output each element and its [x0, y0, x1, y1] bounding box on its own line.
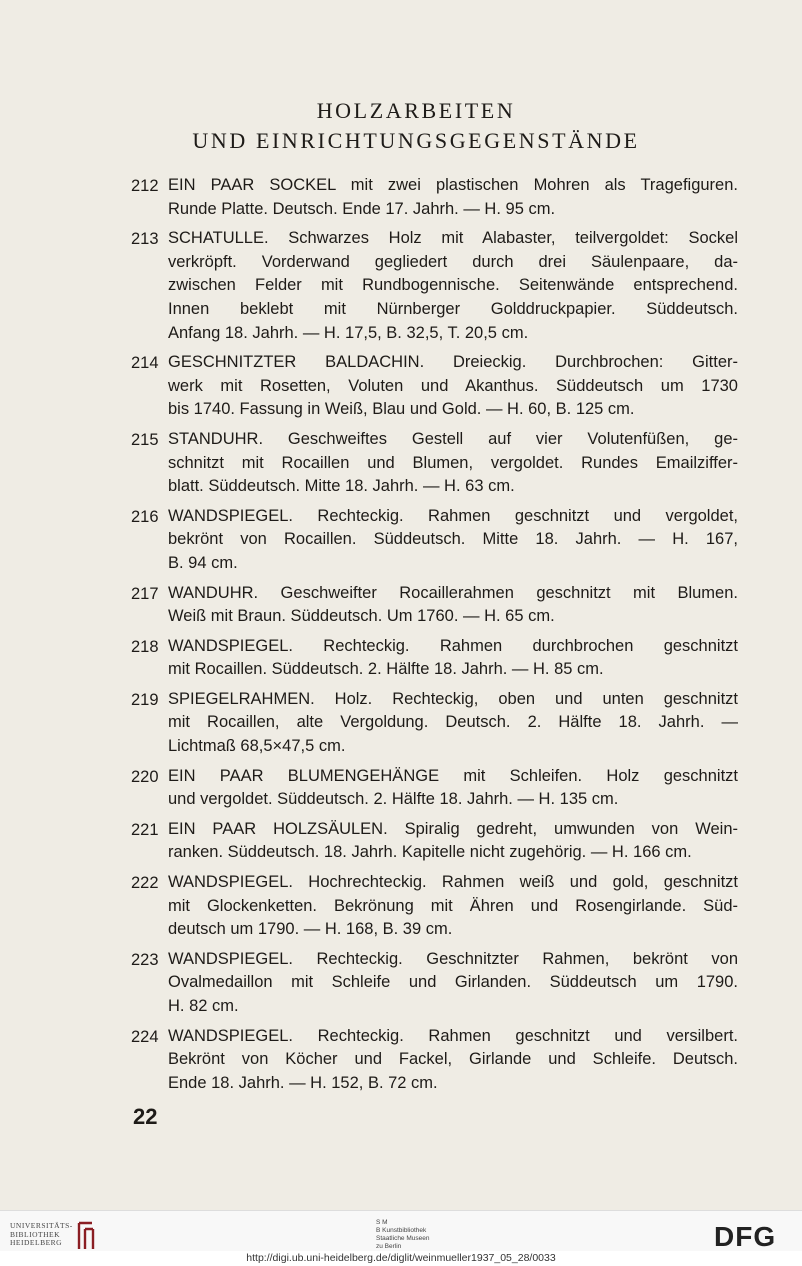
entry-line: Ende 18. Jahrh. — H. 152, B. 72 cm.	[168, 1073, 438, 1092]
entry-line: Weiß mit Braun. Süddeutsch. Um 1760. — H. 65 cm.	[168, 607, 555, 626]
entry-line: Lichtmaß 68,5×47,5 cm.	[168, 737, 346, 756]
entry-description	[168, 428, 738, 499]
entry-description	[168, 635, 738, 682]
entry-line: SCHATULLE. Schwarzes Holz mit Alabaster, teilvergoldet: Sockel	[168, 229, 738, 248]
catalog-entry	[0, 428, 802, 499]
entry-line: bis 1740. Fassung in Weiß, Blau und Gold. — H. 60, B. 125 cm.	[168, 400, 635, 419]
heidelberg-logo-icon[interactable]	[76, 1221, 96, 1251]
entry-number: 224	[131, 1027, 159, 1046]
entry-line: mit Rocaillen, alte Vergoldung. Deutsch. 2. Hälfte 18. Jahrh. —	[168, 713, 738, 732]
entry-number: 215	[131, 430, 159, 449]
entry-line: mit Rocaillen. Süddeutsch. 2. Hälfte 18. Jahrh. — H. 85 cm.	[168, 660, 604, 679]
catalog-entry	[0, 505, 802, 576]
entry-line: WANDSPIEGEL. Hochrechteckig. Rahmen weiß und gold, geschnitzt	[168, 873, 738, 892]
catalog-entry	[0, 227, 802, 345]
permalink-url[interactable]: http://digi.ub.uni-heidelberg.de/diglit/weinmueller1937_05_28/0033	[246, 1252, 556, 1264]
university-label-line: BIBLIOTHEK	[10, 1229, 60, 1239]
entry-line: Runde Platte. Deutsch. Ende 17. Jahrh. — H. 95 cm.	[168, 199, 556, 218]
entry-number: 222	[131, 874, 159, 893]
entry-number: 212	[131, 177, 159, 195]
catalog-entry	[0, 948, 802, 1019]
catalog-entry	[0, 174, 802, 221]
page-number: 22	[133, 1104, 158, 1129]
entry-line: verkröpft. Vorderwand gegliedert durch drei Säulenpaare, da-	[168, 252, 738, 271]
stamp-line: B Kunstbibliothek	[376, 1227, 427, 1234]
entry-line: SPIEGELRAHMEN. Holz. Rechteckig, oben und unten geschnitzt	[168, 689, 738, 708]
entry-line: Bekrönt von Köcher und Fackel, Girlande und Schleife. Deutsch.	[168, 1050, 738, 1069]
stamp-line: Staatliche Museen	[376, 1235, 430, 1242]
catalog-entry	[0, 818, 802, 865]
entry-line: EIN PAAR SOCKEL mit zwei plastischen Mohren als Tragefiguren.	[168, 176, 738, 194]
catalog-entry	[0, 582, 802, 629]
stamp-line: zu Berlin	[376, 1243, 402, 1250]
digitization-footer	[0, 1210, 802, 1266]
entry-description	[168, 765, 738, 812]
entry-line: WANDSPIEGEL. Rechteckig. Rahmen durchbrochen geschnitzt	[168, 636, 738, 655]
entry-line: H. 82 cm.	[168, 997, 239, 1015]
university-label-line: UNIVERSITÄTS-	[10, 1221, 73, 1230]
entry-description	[168, 174, 738, 221]
entry-line: blatt. Süddeutsch. Mitte 18. Jahrh. — H. 63 cm.	[168, 477, 515, 496]
entry-description	[168, 351, 738, 422]
catalog-entry	[0, 351, 802, 422]
entry-line: schnitzt mit Rocaillen und Blumen, vergoldet. Rundes Emailziffer-	[168, 453, 738, 472]
entry-line: WANDSPIEGEL. Rechteckig. Rahmen geschnitzt und versilbert.	[168, 1026, 738, 1045]
catalog-entry	[0, 1025, 802, 1096]
footer-bar	[0, 1210, 802, 1251]
entry-line: Anfang 18. Jahrh. — H. 17,5, B. 32,5, T. 20,5 cm.	[168, 323, 529, 342]
catalog-entry	[0, 635, 802, 682]
entry-number: 213	[131, 230, 159, 249]
entry-number: 223	[131, 950, 159, 969]
entry-line: STANDUHR. Geschweiftes Gestell auf vier Volutenfüßen, ge-	[168, 429, 738, 448]
entry-line: EIN PAAR HOLZSÄULEN. Spiralig gedreht, umwunden von Wein-	[168, 819, 738, 838]
entry-description	[168, 948, 738, 1019]
entry-number: 220	[131, 767, 159, 786]
entry-line: EIN PAAR BLUMENGEHÄNGE mit Schleifen. Holz geschnitzt	[168, 766, 738, 785]
entry-line: ranken. Süddeutsch. 18. Jahrh. Kapitelle nicht zugehörig. — H. 166 cm.	[168, 843, 692, 862]
catalog-entry	[0, 765, 802, 812]
section-title-line-1: HOLZARBEITEN	[316, 98, 516, 123]
entry-line: mit Glockenketten. Bekrönung mit Ähren und Rosengirlande. Süd-	[168, 896, 738, 915]
entry-line: GESCHNITZTER BALDACHIN. Dreieckig. Durchbrochen: Gitter-	[168, 353, 738, 372]
entry-description	[168, 688, 738, 759]
dfg-logo[interactable]: DFG	[714, 1221, 777, 1252]
entry-line: bekrönt von Rocaillen. Süddeutsch. Mitte 18. Jahrh. — H. 167,	[168, 530, 738, 549]
catalog-entry	[0, 871, 802, 942]
entry-description	[168, 818, 738, 865]
entry-number: 219	[131, 690, 159, 709]
entry-number: 216	[131, 507, 159, 526]
stamp-line: S M	[376, 1219, 388, 1226]
entry-line: WANDSPIEGEL. Rechteckig. Geschnitzter Rahmen, bekrönt von	[168, 949, 738, 968]
entry-description	[168, 582, 738, 629]
entry-description	[168, 1025, 738, 1096]
entry-number: 214	[131, 354, 159, 373]
university-label-line: HEIDELBERG	[10, 1238, 63, 1247]
entry-description	[168, 871, 738, 942]
entry-line: WANDUHR. Geschweifter Rocaillerahmen geschnitzt mit Blumen.	[168, 583, 738, 602]
entry-line: Innen beklebt mit Nürnberger Golddruckpapier. Süddeutsch.	[168, 299, 738, 318]
entry-line: werk mit Rosetten, Voluten und Akanthus. Süddeutsch um 1730	[168, 376, 738, 395]
section-title-line-2: UND EINRICHTUNGSGEGENSTÄNDE	[192, 128, 640, 153]
entry-line: zwischen Felder mit Rundbogennische. Seitenwände entsprechend.	[168, 276, 738, 295]
catalog-entries	[0, 174, 802, 1101]
entry-line: B. 94 cm.	[168, 553, 238, 572]
entry-line: WANDSPIEGEL. Rechteckig. Rahmen geschnitzt und vergoldet,	[168, 506, 738, 525]
entry-line: und vergoldet. Süddeutsch. 2. Hälfte 18. Jahrh. — H. 135 cm.	[168, 790, 619, 809]
catalog-entry	[0, 688, 802, 759]
entry-line: Ovalmedaillon mit Schleife und Girlanden. Süddeutsch um 1790.	[168, 973, 738, 992]
university-library-label[interactable]	[10, 1222, 74, 1248]
entry-description	[168, 505, 738, 576]
entry-number: 221	[131, 820, 159, 839]
entry-number: 217	[131, 584, 159, 603]
library-stamp	[376, 1219, 429, 1251]
entry-line: deutsch um 1790. — H. 168, B. 39 cm.	[168, 920, 453, 939]
entry-number: 218	[131, 637, 159, 656]
entry-description	[168, 227, 738, 345]
